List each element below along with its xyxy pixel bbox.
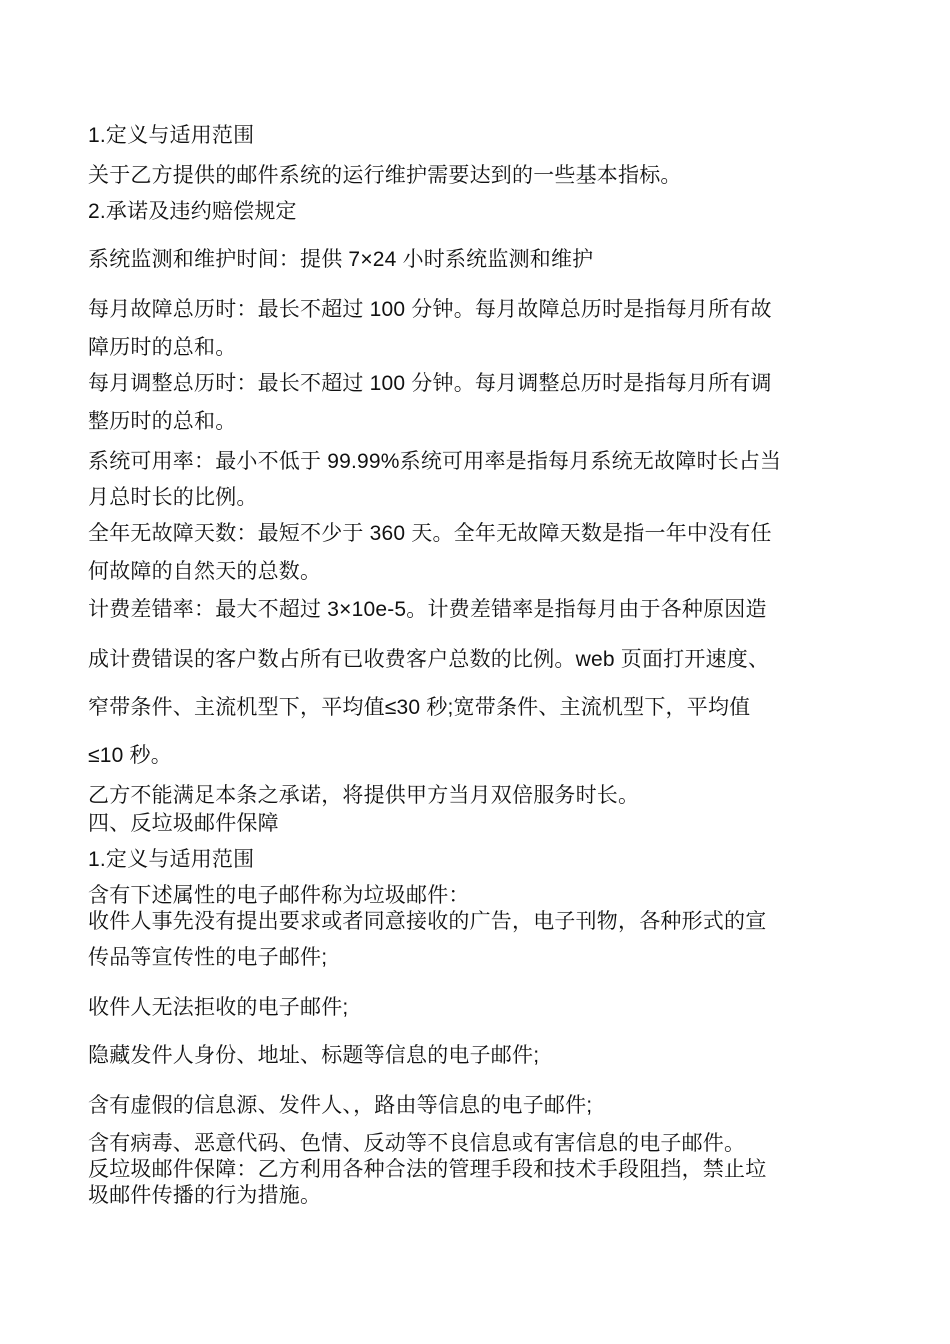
paragraph-line: 乙方不能满足本条之承诺，将提供甲方当月双倍服务时长。: [88, 784, 640, 807]
paragraph-line: 成计费错误的客户数占所有已收费客户总数的比例。web 页面打开速度、: [88, 648, 770, 671]
paragraph-line: 隐藏发件人身份、地址、标题等信息的电子邮件;: [88, 1044, 540, 1067]
section-heading: 2.承诺及违约赔偿规定: [88, 200, 297, 223]
paragraph-line: 收件人事先没有提出要求或者同意接收的广告，电子刊物，各种形式的宣: [88, 910, 767, 933]
paragraph-line: 全年无故障天数：最短不少于 360 天。全年无故障天数是指一年中没有任: [88, 522, 772, 545]
paragraph-line: 传品等宣传性的电子邮件;: [88, 946, 328, 969]
paragraph-line: ≤10 秒。: [88, 744, 172, 767]
paragraph-line: 每月故障总历时：最长不超过 100 分钟。每月故障总历时是指每月所有故: [88, 298, 772, 321]
paragraph-line: 圾邮件传播的行为措施。: [88, 1184, 322, 1207]
paragraph-line: 反垃圾邮件保障：乙方利用各种合法的管理手段和技术手段阻挡，禁止垃: [88, 1158, 767, 1181]
paragraph-line: 整历时的总和。: [88, 410, 237, 433]
paragraph-line: 障历时的总和。: [88, 336, 237, 359]
section-heading: 四、反垃圾邮件保障: [88, 812, 279, 835]
paragraph-line: 每月调整总历时：最长不超过 100 分钟。每月调整总历时是指每月所有调: [88, 372, 772, 395]
paragraph-line: 含有下述属性的电子邮件称为垃圾邮件：: [88, 884, 470, 907]
section-heading: 1.定义与适用范围: [88, 848, 255, 871]
paragraph-line: 计费差错率：最大不超过 3×10e-5。计费差错率是指每月由于各种原因造: [88, 598, 767, 621]
paragraph-line: 收件人无法拒收的电子邮件;: [88, 996, 349, 1019]
paragraph-line: 含有虚假的信息源、发件人、，路由等信息的电子邮件;: [88, 1094, 593, 1117]
paragraph-line: 月总时长的比例。: [88, 486, 258, 509]
paragraph-line: 含有病毒、恶意代码、色情、反动等不良信息或有害信息的电子邮件。: [88, 1132, 746, 1155]
paragraph-line: 何故障的自然天的总数。: [88, 560, 322, 583]
paragraph-line: 系统可用率：最小不低于 99.99%系统可用率是指每月系统无故障时长占当: [88, 450, 782, 473]
paragraph-line: 窄带条件、主流机型下，平均值≤30 秒;宽带条件、主流机型下，平均值: [88, 696, 751, 719]
paragraph-line: 系统监测和维护时间：提供 7×24 小时系统监测和维护: [88, 248, 594, 271]
paragraph-line: 关于乙方提供的邮件系统的运行维护需要达到的一些基本指标。: [88, 164, 682, 187]
section-heading: 1.定义与适用范围: [88, 124, 255, 147]
